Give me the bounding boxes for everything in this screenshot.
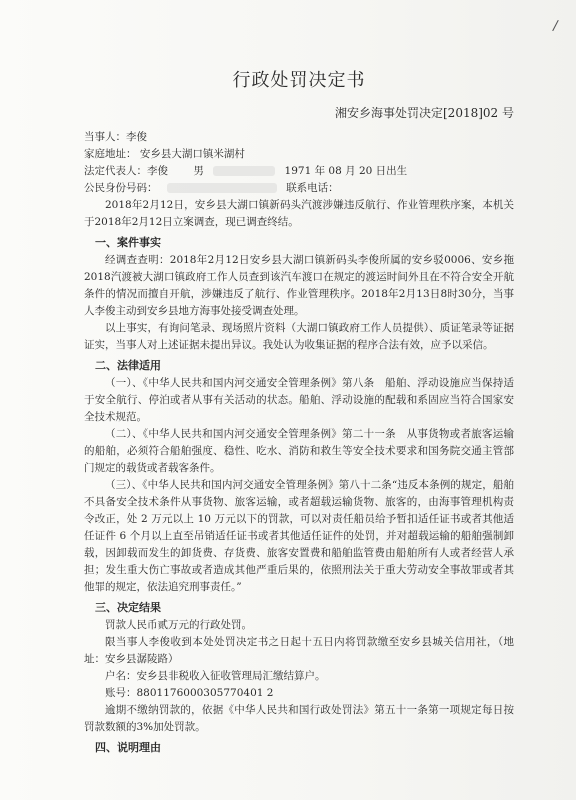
id-label: 公民身份号码： [84,182,158,194]
overdue-paragraph: 逾期不缴纳罚款的，依据《中华人民共和国行政处罚法》第五十一条第一项规定每日按罚款数额的3%加处罚款。 [84,704,514,733]
section-title-facts: 一、案件事实 [95,236,161,249]
law-paragraph-1: （一）、《中华人民共和国内河交通安全管理条例》第八条 船舶、浮动设施应当保持适于安全航行、停泊或者从事有关活动的状态。船舶、浮动设施的配载和系固应当符合国家安全技术规范。 [84,377,514,423]
document-title: 行政处罚决定书 [232,70,366,91]
party-representative [84,163,514,180]
party-id-line [84,180,514,197]
section-title-law: 二、法律适用 [95,359,161,372]
facts-paragraph-2: 以上事实，有询问笔录、现场照片资料（大湖口镇政府工作人员提供）、质证笔录等证据证实，当事人对上述证据未提出异议。我处认为收集证据的程序合法有效，应予以采信。 [84,322,514,351]
redaction-mark [213,166,275,176]
party-address: 家庭地址： 安乡县大湖口镇米湖村 [84,148,245,160]
redaction-mark [167,183,277,193]
account-line: 账号：8801176000305770401 2 [105,687,274,699]
facts-paragraph-1: 经调查查明：2018年2月12日安乡县大湖口镇新码头李俊所属的安乡驳0006、安乡拖2018汽渡被大湖口镇政府工作人员查到该汽车渡口在规定的渡运时间外且在不符合安全开航条件的情况而擅自开航，涉嫌违反了航行、作业管理秩序。2018年2月13日8时30分，当事人李俊主动到安乡县地方海事处接受调查处理。 [84,254,514,317]
party-name: 当事人：李俊 [84,131,147,143]
section-title-reason: 四、说明理由 [95,741,161,754]
rep-gender: 男 [193,165,204,177]
law-paragraph-2: （二）、《中华人民共和国内河交通安全管理条例》第二十一条 从事货物或者旅客运输的船舶，必须符合船舶强度、稳性、吃水、消防和救生等安全技术要求和国务院交通主管部门规定的载货或者载客条件。 [84,428,514,474]
rep-dob: 1971 年 08 月 20 日出生 [284,165,408,177]
decision-paragraph-1: 罚款人民币贰万元的行政处罚。 [105,619,252,631]
payee-line: 户名：安乡县非税收入征收管理局汇缴结算户。 [105,670,326,682]
document-number: 湘安乡海事处罚决定[2018]02 号 [335,106,514,120]
decision-paragraph-2: 限当事人李俊收到本处处罚决定书之日起十五日内将罚款缴至安乡县城关信用社，（地址：安乡县潺陵路） [84,636,514,665]
phone-label: 联系电话： [286,182,339,194]
pen-mark: / [551,17,560,35]
section-title-decision: 三、决定结果 [95,601,161,614]
law-paragraph-3: （三）、《中华人民共和国内河交通安全管理条例》第八十二条“违反本条例的规定，船舶不具备安全技术条件从事货物、旅客运输，或者超载运输货物、旅客的，由海事管理机构责令改正，处 2 万元以上 10 万元以下的罚款，可以对责任船员给予暂扣适任证书或者其他适任证件 6 个月以上直至吊销适任证书或者其他适任证件的处罚，并对超载运输的船舶强制卸载，因卸载而发生的卸货费、存货费、旅客安置费和船舶监管费由船舶所有人或者经营人承担；发生重大伤亡事故或者造成其他严重后果的，依照刑法关于重大劳动安全事故罪或者其他罪的规定，依法追究刑事责任。” [84,479,514,593]
rep-label: 法定代表人：李俊 [84,165,168,177]
intro-paragraph: 2018年2月12日，安乡县大湖口镇新码头汽渡涉嫌违反航行、作业管理秩序案，本机关于2018年2月12日立案调查，现已调查终结。 [84,199,514,228]
